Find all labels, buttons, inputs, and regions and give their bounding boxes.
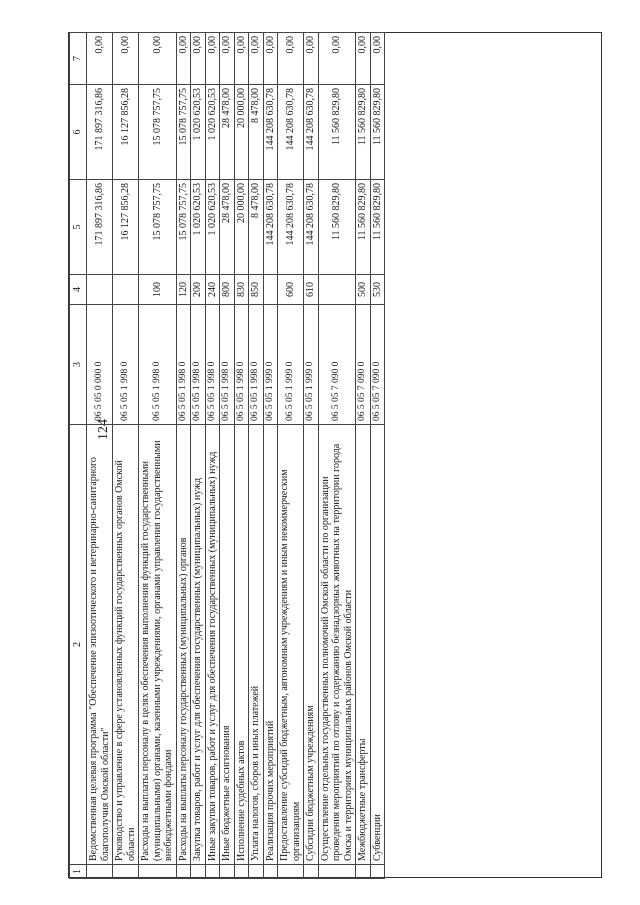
table-row bbox=[113, 33, 139, 879]
row-amount-diff-cell: 0,00 bbox=[304, 33, 319, 85]
col-header-5: 5 bbox=[70, 180, 87, 275]
row-amount-diff-cell: 0,00 bbox=[191, 33, 206, 85]
column-number-row bbox=[70, 33, 87, 879]
row-marker-cell bbox=[176, 865, 191, 879]
row-name-cell: Закупка товаров, работ и услуг для обеспечения государственных (муниципальных) нужд bbox=[191, 425, 206, 865]
row-expense-type-cell bbox=[113, 275, 139, 305]
col-header-7: 7 bbox=[70, 33, 87, 85]
row-name-cell: Ведомственная целевая программа "Обеспечение эпизоотического и ветеринарно-санитарного благополучия Омской области" bbox=[87, 425, 113, 865]
row-expense-type-cell: 830 bbox=[234, 275, 249, 305]
row-name-cell: Субсидии бюджетным учреждениям bbox=[304, 425, 319, 865]
row-amount-approved-cell: 15 078 757,75 bbox=[176, 85, 191, 180]
row-code-cell: 06 5 05 1 999 0 bbox=[263, 305, 278, 425]
row-marker-cell bbox=[278, 865, 304, 879]
row-amount-plan-cell: 15 078 757,75 bbox=[139, 180, 177, 275]
row-amount-approved-cell: 1 020 620,53 bbox=[191, 85, 206, 180]
table-row bbox=[176, 33, 191, 879]
row-code-cell: 06 5 05 1 999 0 bbox=[278, 305, 304, 425]
row-name-cell: Предоставление субсидий бюджетным, автономным учреждениям и иным некоммерческим организациям bbox=[278, 425, 304, 865]
row-amount-plan-cell: 28 478,00 bbox=[220, 180, 235, 275]
row-amount-approved-cell: 11 560 829,80 bbox=[370, 85, 385, 180]
row-code-cell: 06 5 05 7 090 0 bbox=[318, 305, 356, 425]
row-amount-plan-cell: 1 020 620,53 bbox=[205, 180, 220, 275]
row-amount-approved-cell: 28 478,00 bbox=[220, 85, 235, 180]
col-header-2: 2 bbox=[70, 425, 87, 865]
row-amount-diff-cell: 0,00 bbox=[205, 33, 220, 85]
row-amount-plan-cell: 144 208 630,78 bbox=[304, 180, 319, 275]
row-amount-plan-cell: 15 078 757,75 bbox=[176, 180, 191, 275]
row-expense-type-cell bbox=[263, 275, 278, 305]
row-marker-cell bbox=[370, 865, 385, 879]
row-code-cell: 06 5 05 1 998 0 bbox=[220, 305, 235, 425]
row-code-cell: 06 5 05 1 998 0 bbox=[234, 305, 249, 425]
budget-table bbox=[69, 32, 385, 879]
row-amount-approved-cell: 16 127 856,28 bbox=[113, 85, 139, 180]
row-amount-plan-cell: 20 000,00 bbox=[234, 180, 249, 275]
row-code-cell: 06 5 05 1 998 0 bbox=[139, 305, 177, 425]
row-amount-approved-cell: 1 020 620,53 bbox=[205, 85, 220, 180]
col-header-4: 4 bbox=[70, 275, 87, 305]
rotated-table-container bbox=[69, 33, 603, 879]
table-row bbox=[139, 33, 177, 879]
row-expense-type-cell: 530 bbox=[370, 275, 385, 305]
row-marker-cell bbox=[234, 865, 249, 879]
table-row bbox=[278, 33, 304, 879]
row-expense-type-cell: 200 bbox=[191, 275, 206, 305]
row-marker-cell bbox=[220, 865, 235, 879]
row-amount-diff-cell: 0,00 bbox=[263, 33, 278, 85]
row-amount-diff-cell: 0,00 bbox=[318, 33, 356, 85]
row-name-cell: Иные бюджетные ассигнования bbox=[220, 425, 235, 865]
row-amount-diff-cell: 0,00 bbox=[370, 33, 385, 85]
row-marker-cell bbox=[191, 865, 206, 879]
col-header-1: 1 bbox=[70, 865, 87, 879]
row-expense-type-cell: 100 bbox=[139, 275, 177, 305]
row-amount-plan-cell: 11 560 829,80 bbox=[356, 180, 371, 275]
row-amount-plan-cell: 16 127 856,28 bbox=[113, 180, 139, 275]
row-code-cell: 06 5 05 1 999 0 bbox=[304, 305, 319, 425]
row-amount-approved-cell: 11 560 829,80 bbox=[318, 85, 356, 180]
row-amount-diff-cell: 0,00 bbox=[220, 33, 235, 85]
row-amount-diff-cell: 0,00 bbox=[139, 33, 177, 85]
row-marker-cell bbox=[205, 865, 220, 879]
row-name-cell: Руководство и управление в сфере установленных функций государственных органов Омской области bbox=[113, 425, 139, 865]
table-row bbox=[263, 33, 278, 879]
row-name-cell: Исполнение судебных актов bbox=[234, 425, 249, 865]
budget-table-sheet bbox=[68, 32, 602, 878]
row-amount-approved-cell: 144 208 630,78 bbox=[304, 85, 319, 180]
row-name-cell: Субвенции bbox=[370, 425, 385, 865]
row-expense-type-cell: 500 bbox=[356, 275, 371, 305]
row-marker-cell bbox=[139, 865, 177, 879]
row-marker-cell bbox=[318, 865, 356, 879]
row-marker-cell bbox=[87, 865, 113, 879]
row-expense-type-cell bbox=[318, 275, 356, 305]
row-code-cell: 06 5 05 0 000 0 bbox=[87, 305, 113, 425]
row-code-cell: 06 5 05 1 998 0 bbox=[176, 305, 191, 425]
row-amount-approved-cell: 20 000,00 bbox=[234, 85, 249, 180]
row-expense-type-cell: 800 bbox=[220, 275, 235, 305]
row-expense-type-cell: 240 bbox=[205, 275, 220, 305]
table-row bbox=[87, 33, 113, 879]
row-amount-plan-cell: 144 208 630,78 bbox=[263, 180, 278, 275]
row-amount-plan-cell: 144 208 630,78 bbox=[278, 180, 304, 275]
row-marker-cell bbox=[113, 865, 139, 879]
table-row bbox=[249, 33, 264, 879]
table-row bbox=[191, 33, 206, 879]
row-marker-cell bbox=[249, 865, 264, 879]
row-amount-diff-cell: 0,00 bbox=[249, 33, 264, 85]
row-amount-approved-cell: 144 208 630,78 bbox=[278, 85, 304, 180]
table-row bbox=[220, 33, 235, 879]
row-expense-type-cell: 610 bbox=[304, 275, 319, 305]
row-amount-plan-cell: 8 478,00 bbox=[249, 180, 264, 275]
row-amount-plan-cell: 11 560 829,80 bbox=[318, 180, 356, 275]
row-marker-cell bbox=[356, 865, 371, 879]
row-amount-approved-cell: 144 208 630,78 bbox=[263, 85, 278, 180]
row-code-cell: 06 5 05 1 998 0 bbox=[205, 305, 220, 425]
row-amount-diff-cell: 0,00 bbox=[278, 33, 304, 85]
row-amount-approved-cell: 171 897 316,86 bbox=[87, 85, 113, 180]
row-amount-diff-cell: 0,00 bbox=[234, 33, 249, 85]
row-name-cell: Осуществление отдельных государственных полномочий Омской области по организации проведения мероприятий по отлову и содержанию безнадзорных животных на территории города Омска и территориях муниципальных районов Омской области bbox=[318, 425, 356, 865]
row-code-cell: 06 5 05 7 090 0 bbox=[370, 305, 385, 425]
table-row bbox=[356, 33, 371, 879]
row-amount-diff-cell: 0,00 bbox=[176, 33, 191, 85]
table-row bbox=[205, 33, 220, 879]
col-header-6: 6 bbox=[70, 85, 87, 180]
col-header-3: 3 bbox=[70, 305, 87, 425]
table-row bbox=[318, 33, 356, 879]
row-code-cell: 06 5 05 1 998 0 bbox=[113, 305, 139, 425]
row-amount-approved-cell: 15 078 757,75 bbox=[139, 85, 177, 180]
row-name-cell: Расходы на выплаты персоналу в целях обеспечения выполнения функций государственными (муниципальными) органами, казенными учреждениями, органами управления государственными внебюджетными фондами bbox=[139, 425, 177, 865]
row-marker-cell bbox=[304, 865, 319, 879]
row-amount-plan-cell: 171 897 316,86 bbox=[87, 180, 113, 275]
row-amount-approved-cell: 11 560 829,80 bbox=[356, 85, 371, 180]
row-name-cell: Расходы на выплаты персоналу государственных (муниципальных) органов bbox=[176, 425, 191, 865]
row-code-cell: 06 5 05 7 090 0 bbox=[356, 305, 371, 425]
table-row bbox=[304, 33, 319, 879]
row-amount-plan-cell: 11 560 829,80 bbox=[370, 180, 385, 275]
row-marker-cell bbox=[263, 865, 278, 879]
page-number: 124 bbox=[96, 419, 111, 440]
row-expense-type-cell: 120 bbox=[176, 275, 191, 305]
row-amount-approved-cell: 8 478,00 bbox=[249, 85, 264, 180]
table-row bbox=[370, 33, 385, 879]
row-name-cell: Уплата налогов, сборов и иных платежей bbox=[249, 425, 264, 865]
row-code-cell: 06 5 05 1 998 0 bbox=[249, 305, 264, 425]
row-expense-type-cell bbox=[87, 275, 113, 305]
row-name-cell: Реализация прочих мероприятий bbox=[263, 425, 278, 865]
row-name-cell: Межбюджетные трансферты bbox=[356, 425, 371, 865]
row-amount-diff-cell: 0,00 bbox=[87, 33, 113, 85]
row-expense-type-cell: 600 bbox=[278, 275, 304, 305]
row-name-cell: Иные закупки товаров, работ и услуг для обеспечения государственных (муниципальных) нужд bbox=[205, 425, 220, 865]
row-expense-type-cell: 850 bbox=[249, 275, 264, 305]
table-row bbox=[234, 33, 249, 879]
row-amount-diff-cell: 0,00 bbox=[356, 33, 371, 85]
row-amount-plan-cell: 1 020 620,53 bbox=[191, 180, 206, 275]
row-amount-diff-cell: 0,00 bbox=[113, 33, 139, 85]
row-code-cell: 06 5 05 1 998 0 bbox=[191, 305, 206, 425]
